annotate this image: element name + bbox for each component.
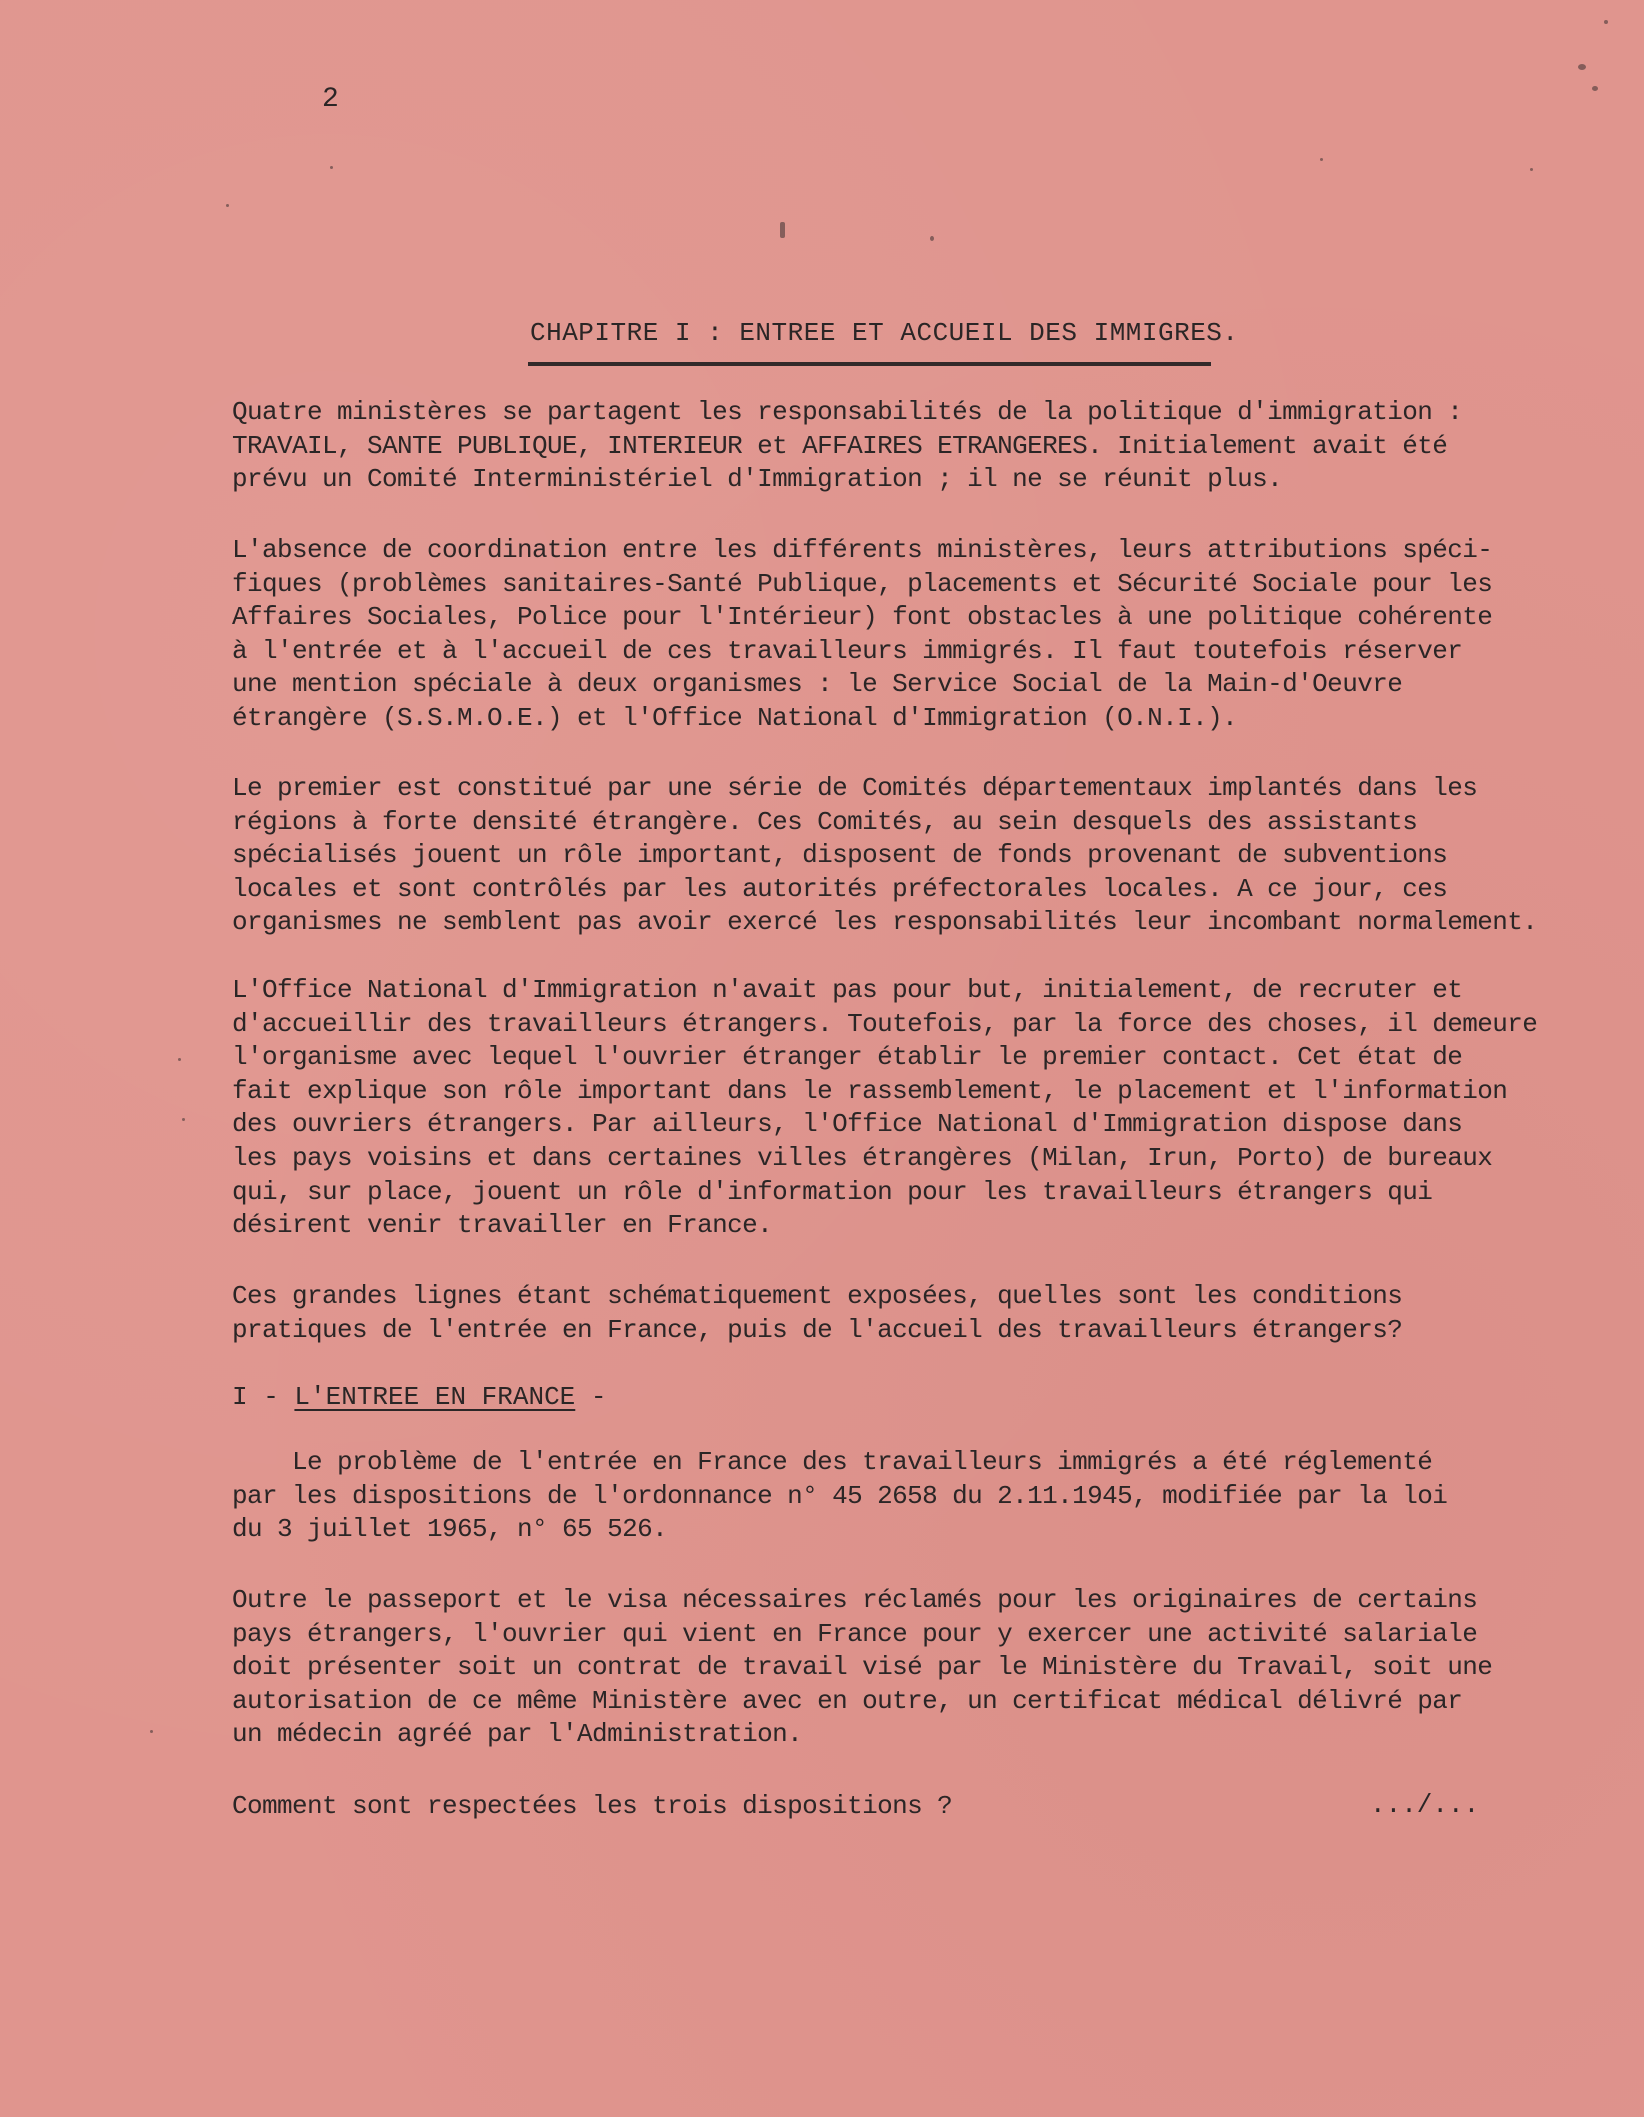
- paragraph-passeport: Outre le passeport et le visa nécessaires réclamés pour les originaires de certains pays étrangers, l'ouvrier qui vient en France pour y exercer une activité salariale doit présenter soit un contrat de travail visé par le Ministère du Travail, soit une autorisation de ce même Ministère avec en outre, un certificat médical délivré par un médecin agréé par l'Administration.: [232, 1585, 1493, 1750]
- paragraph-question: Comment sont respectées les trois dispositions ?: [232, 1791, 953, 1821]
- section-heading-prefix: I -: [232, 1382, 295, 1412]
- paragraph-ministeres: Quatre ministères se partagent les responsabilités de la politique d'immigration : TRAVAIL, SANTE PUBLIQUE, INTERIEUR et AFFAIRES ETRANGERES. Initialement avait été prévu un Comité Interministériel d'Immigration ; il ne se réunit plus.: [232, 397, 1463, 495]
- ink-speck: [178, 1058, 181, 1061]
- ink-speck: [780, 222, 785, 238]
- paragraph-oni: L'Office National d'Immigration n'avait pas pour but, initialement, de recruter et d'accueillir des travailleurs étrangers. Toutefois, par la force des choses, il demeure l'organisme avec lequel l'ouvrier étranger établir le premier contact. Cet état de fait explique son rôle important dans le rassemblement, le placement et l'information des ouvriers étrangers. Par ailleurs, l'Office National d'Immigration dispose dans les pays voisins et dans certaines villes étrangères (Milan, Irun, Porto) de bureaux qui, sur place, jouent un rôle d'information pour les travailleurs étrangers qui désirent venir travailler en France.: [232, 975, 1538, 1241]
- ink-speck: [1592, 86, 1598, 91]
- ink-speck: [226, 204, 229, 207]
- ink-speck: [1578, 64, 1586, 70]
- title-underline: [528, 362, 1211, 366]
- section-heading-title: L'ENTREE EN FRANCE: [294, 1382, 576, 1412]
- paragraph-grandes-lignes: Ces grandes lignes étant schématiquement exposées, quelles sont les conditions pratiques de l'entrée en France, puis de l'accueil des travailleurs étrangers?: [232, 1281, 1403, 1345]
- ink-speck: [182, 1118, 185, 1121]
- page-number: 2: [322, 84, 339, 115]
- ink-speck: [150, 1730, 153, 1733]
- ink-speck: [330, 166, 333, 169]
- ink-speck: [1604, 20, 1608, 24]
- paragraph-coordination: L'absence de coordination entre les différents ministères, leurs attributions spéci- fiques (problèmes sanitaires-Santé Publique, placements et Sécurité Sociale pour les Affaires Sociales, Police pour l'Intérieur) font obstacles à une politique cohérente à l'entrée et à l'accueil de ces travailleurs immigrés. Il faut toutefois réserver une mention spéciale à deux organismes : le Service Social de la Main-d'Oeuvre étrangère (S.S.M.O.E.) et l'Office National d'Immigration (O.N.I.).: [232, 535, 1493, 733]
- paragraph-ordonnance: Le problème de l'entrée en France des travailleurs immigrés a été réglementé par les dispositions de l'ordonnance n° 45 2658 du 2.11.1945, modifiée par la loi du 3 juillet 1965, n° 65 526.: [232, 1447, 1448, 1545]
- paragraph-ssmoe: Le premier est constitué par une série de Comités départementaux implantés dans les régions à forte densité étrangère. Ces Comités, au sein desquels des assistants spécialisés jouent un rôle important, disposent de fonds provenant de subventions locales et sont contrôlés par les autorités préfectorales locales. A ce jour, ces organismes ne semblent pas avoir exercé les responsabilités leur incombant normalement.: [232, 773, 1538, 938]
- chapter-title: CHAPITRE I : ENTREE ET ACCUEIL DES IMMIGRES.: [530, 318, 1239, 348]
- ink-speck: [1530, 168, 1533, 171]
- section-heading: [232, 1382, 607, 1412]
- section-heading-suffix: -: [575, 1382, 607, 1412]
- continuation-mark: .../...: [1370, 1790, 1480, 1820]
- ink-speck: [1320, 158, 1323, 161]
- ink-speck: [930, 236, 934, 241]
